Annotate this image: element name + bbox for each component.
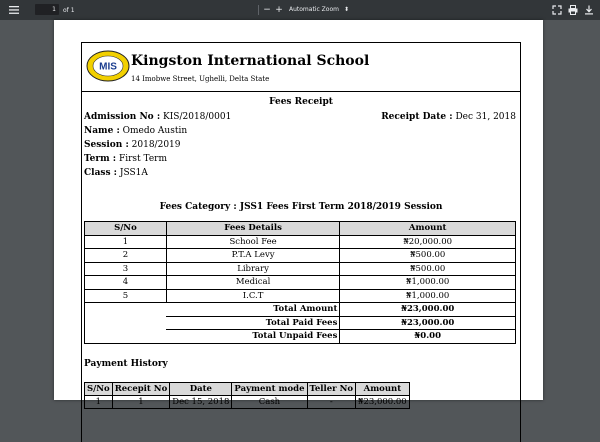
session: Session : 2018/2019 (84, 140, 181, 150)
total-unpaid-row (85, 330, 516, 344)
sn-cell: 2 (85, 249, 167, 263)
detail-cell: P.T.A Levy (166, 249, 340, 263)
payment-mode-cell: Cash (232, 396, 307, 409)
admission-no: Admission No : KIS/2018/0001 (84, 112, 232, 122)
amount-cell: ₦1,000.00 (340, 276, 516, 290)
total-amount-row (85, 303, 516, 317)
table-row (85, 289, 516, 303)
detail-cell: Library (166, 262, 340, 276)
sn-cell: 1 (85, 396, 113, 409)
fees-table (84, 221, 516, 344)
col-header: S/No (85, 383, 113, 396)
logo-text: MIS (99, 61, 117, 73)
detail-cell: Medical (166, 276, 340, 290)
detail-cell: I.C.T (166, 289, 340, 303)
receipt-frame (81, 42, 521, 442)
receipt-title: Fees Receipt (269, 97, 333, 107)
zoom-out-button[interactable]: − (263, 5, 271, 15)
toolbar-divider (258, 5, 259, 15)
sidebar-toggle-icon[interactable] (8, 4, 20, 16)
total-amount-value: ₦23,000.00 (340, 303, 516, 317)
amount-cell: ₦1,000.00 (340, 289, 516, 303)
total-unpaid-label: Total Unpaid Fees (166, 330, 340, 344)
receipt-no-cell: 1 (112, 396, 170, 409)
page-number-input[interactable]: 1 (35, 4, 59, 15)
col-header: Teller No (307, 383, 356, 396)
school-name: Kingston International School (131, 53, 370, 69)
zoom-level: Automatic Zoom (289, 6, 339, 13)
fit-page-icon[interactable] (551, 4, 563, 16)
date-cell: Dec 15, 2018 (170, 396, 232, 409)
col-header: Amount (356, 383, 410, 396)
table-row (85, 235, 516, 249)
table-row (85, 396, 410, 409)
payment-header-row (85, 383, 410, 396)
school-logo (86, 50, 130, 82)
detail-cell: School Fee (166, 235, 340, 249)
sn-cell: 3 (85, 262, 167, 276)
amount-cell: ₦23,000.00 (356, 396, 410, 409)
zoom-in-button[interactable]: + (275, 5, 283, 15)
total-paid-row (85, 316, 516, 330)
zoom-caret-icon: ⬍ (344, 6, 350, 13)
print-icon[interactable] (567, 4, 579, 16)
sn-cell: 4 (85, 276, 167, 290)
sn-cell: 5 (85, 289, 167, 303)
table-row (85, 249, 516, 263)
download-icon[interactable] (583, 4, 595, 16)
fees-header-row (85, 222, 516, 236)
amount-cell: ₦500.00 (340, 262, 516, 276)
payment-history-title: Payment History (84, 359, 168, 369)
pdf-toolbar (0, 0, 600, 20)
teller-no-cell: - (307, 396, 356, 409)
pdf-page (54, 20, 543, 407)
col-header: S/No (85, 222, 167, 236)
receipt-date: Receipt Date : Dec 31, 2018 (381, 112, 516, 122)
table-row (85, 262, 516, 276)
col-header: Recepit No (112, 383, 170, 396)
payment-history-table (84, 382, 410, 409)
school-address: 14 Imobwe Street, Ughelli, Delta State (131, 75, 270, 83)
total-paid-value: ₦23,000.00 (340, 316, 516, 330)
col-header: Amount (340, 222, 516, 236)
amount-cell: ₦500.00 (340, 249, 516, 263)
amount-cell: ₦20,000.00 (340, 235, 516, 249)
term: Term : First Term (84, 154, 167, 164)
total-amount-label: Total Amount (166, 303, 340, 317)
total-unpaid-value: ₦0.00 (340, 330, 516, 344)
total-paid-label: Total Paid Fees (166, 316, 340, 330)
table-row (85, 276, 516, 290)
sn-cell: 1 (85, 235, 167, 249)
col-header: Payment mode (232, 383, 307, 396)
student-name: Name : Omedo Austin (84, 126, 188, 136)
zoom-select[interactable] (289, 4, 351, 15)
col-header: Date (170, 383, 232, 396)
class: Class : JSS1A (84, 168, 148, 178)
page-count: of 1 (63, 6, 75, 14)
header-divider (82, 91, 520, 92)
col-header: Fees Details (166, 222, 340, 236)
fees-category: Fees Category : JSS1 Fees First Term 2018/2019 Session (159, 202, 443, 212)
